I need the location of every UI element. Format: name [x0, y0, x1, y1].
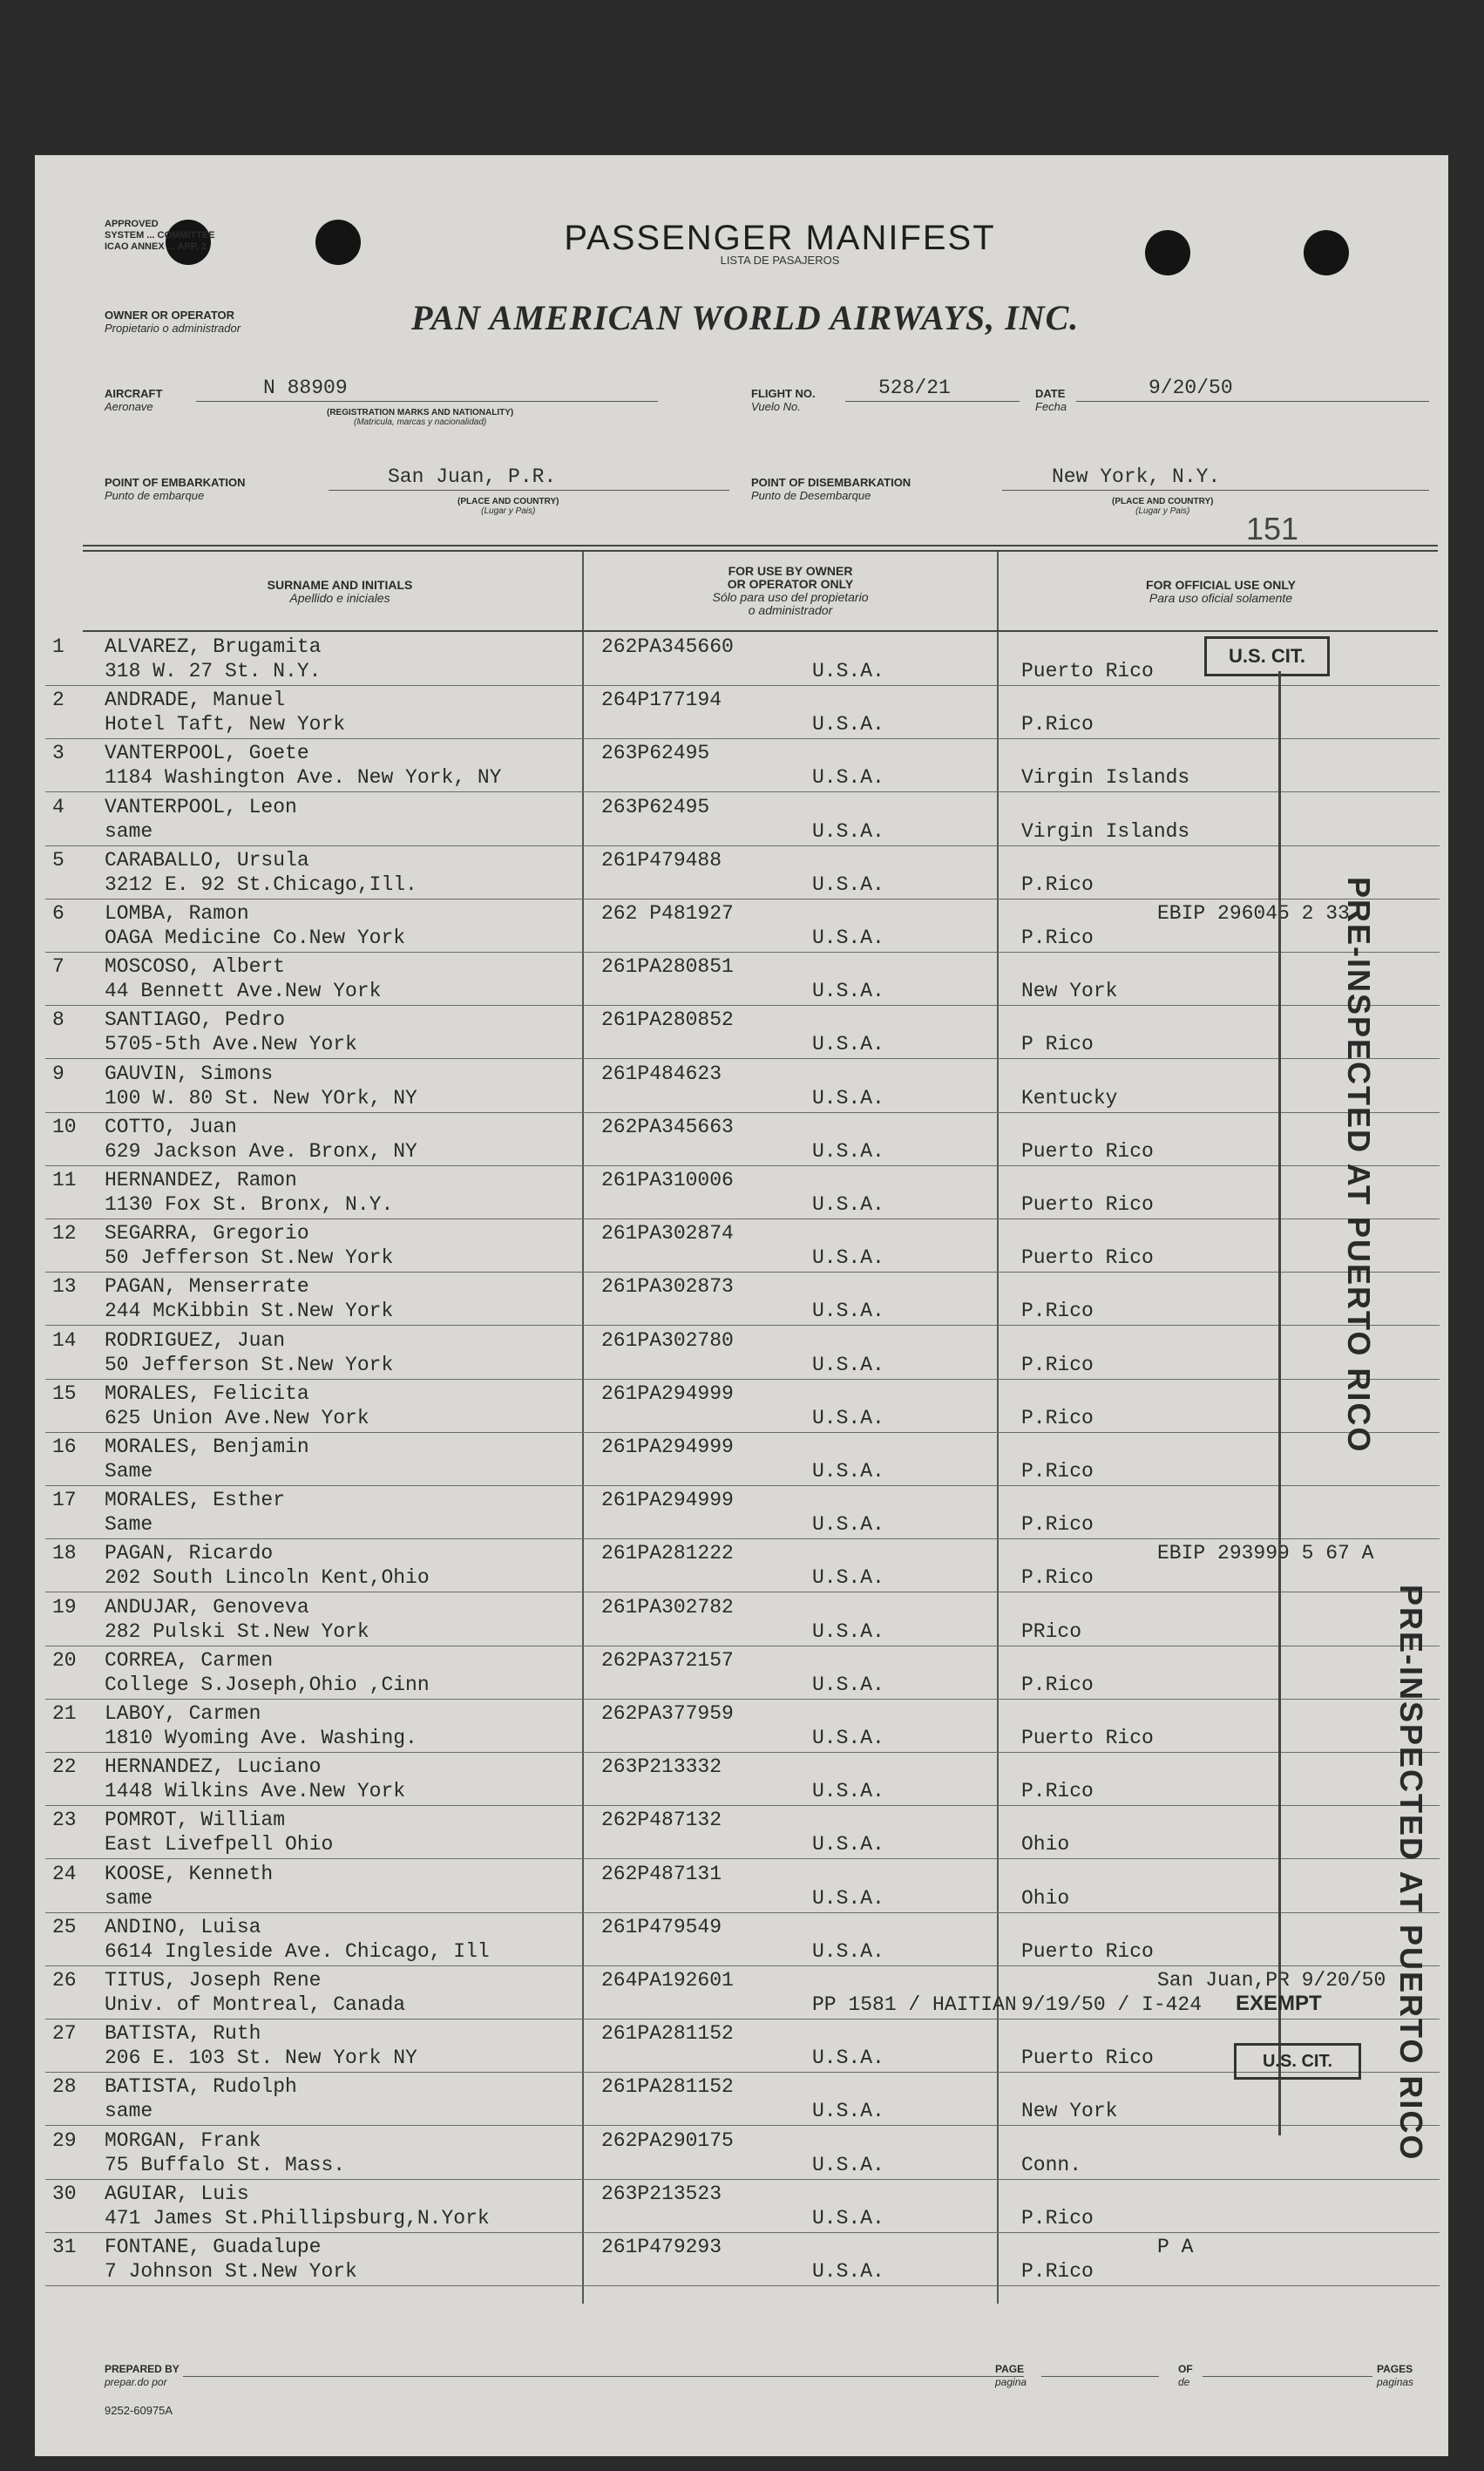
passenger-row [35, 1700, 1448, 1754]
passenger-number: 20 [52, 1648, 77, 1672]
passenger-nationality: U.S.A. [812, 2153, 884, 2176]
passenger-number: 27 [52, 2022, 77, 2046]
passenger-address: 6614 Ingleside Ave. Chicago, Ill [105, 1939, 490, 1963]
passenger-nationality: U.S.A. [812, 1353, 884, 1376]
passenger-origin: P.Rico [1021, 1513, 1094, 1537]
passenger-official-note: San Juan,PR 9/20/50 [1157, 1969, 1386, 1992]
disembarkation-value: New York, N.Y. [1052, 465, 1221, 488]
passenger-ticket: 262 P481927 [601, 902, 734, 925]
passenger-origin: Puerto Rico [1021, 1727, 1154, 1749]
passenger-row [35, 1380, 1448, 1434]
passenger-row [35, 1113, 1448, 1167]
passenger-number: 31 [52, 2236, 77, 2258]
page-label: PAGE pagina [995, 2363, 1027, 2388]
punch-hole-4 [1304, 230, 1349, 275]
passenger-official-note: P A [1157, 2236, 1194, 2258]
passenger-ticket: 261PA281152 [601, 2075, 734, 2099]
passenger-row [35, 1486, 1448, 1540]
table-top-rule [83, 545, 1438, 552]
date-value: 9/20/50 [1149, 377, 1233, 399]
passenger-nationality: U.S.A. [812, 1460, 884, 1483]
passenger-origin: P.Rico [1021, 713, 1094, 737]
passenger-number: 21 [52, 1702, 77, 1725]
us-cit-stamp: U.S. CIT. [1204, 636, 1330, 676]
passenger-nationality: U.S.A. [812, 2206, 884, 2230]
passenger-number: 16 [52, 1436, 77, 1458]
passenger-row [35, 686, 1448, 740]
passenger-row [35, 1006, 1448, 1060]
passenger-address: Hotel Taft, New York [105, 713, 346, 737]
passenger-name: VANTERPOOL, Leon [105, 795, 297, 818]
passenger-nationality: U.S.A. [812, 1833, 884, 1857]
disembarkation-place-note: (PLACE AND COUNTRY) (Lugar y Pais) [1112, 497, 1214, 516]
passenger-name: ANDINO, Luisa [105, 1915, 261, 1938]
passenger-name: SEGARRA, Gregorio [105, 1222, 309, 1246]
form-code: 9252-60975A [105, 2404, 173, 2417]
passenger-ticket: 262PA345663 [601, 1115, 734, 1138]
passenger-number: 30 [52, 2182, 77, 2205]
passenger-nationality: U.S.A. [812, 1780, 884, 1803]
passenger-number: 9 [52, 1062, 64, 1085]
passenger-nationality: PP 1581 / HAITIAN [812, 1993, 1017, 2016]
passenger-name: MORALES, Esther [105, 1489, 286, 1512]
passenger-ticket: 263P62495 [601, 795, 710, 818]
passenger-ticket: 261PA294999 [601, 1381, 734, 1405]
passenger-ticket: 261PA302782 [601, 1595, 734, 1619]
passenger-number: 3 [52, 742, 64, 765]
passenger-address: College S.Joseph,Ohio ,Cinn [105, 1673, 430, 1696]
exempt-stamp: EXEMPT [1236, 1992, 1322, 2015]
registration-note: (REGISTRATION MARKS AND NATIONALITY) (Matricula, marcas y nacionalidad) [327, 408, 514, 427]
passenger-nationality: U.S.A. [812, 1193, 884, 1216]
passenger-row [35, 1219, 1448, 1273]
passenger-ticket: 261PA294999 [601, 1436, 734, 1458]
passenger-name: CARABALLO, Ursula [105, 848, 309, 872]
passenger-row [35, 1860, 1448, 1914]
passenger-nationality: U.S.A. [812, 713, 884, 737]
passenger-name: HERNANDEZ, Luciano [105, 1755, 322, 1779]
passenger-nationality: U.S.A. [812, 980, 884, 1003]
manifest-page-number: 151 [1246, 511, 1299, 546]
disembarkation-label: POINT OF DISEMBARKATION Punto de Desembarque [751, 476, 911, 502]
embarkation-place-note: (PLACE AND COUNTRY) (Lugar y Pais) [457, 497, 559, 516]
passenger-ticket: 262P487132 [601, 1809, 722, 1832]
passenger-number: 13 [52, 1275, 77, 1299]
pre-inspected-stamp-2: PRE-INSPECTED AT PUERTO RICO [1393, 1585, 1429, 2162]
punch-hole-3 [1145, 230, 1190, 275]
passenger-number: 17 [52, 1489, 77, 1512]
passenger-address: same [105, 1886, 153, 1910]
passenger-number: 12 [52, 1222, 77, 1246]
passenger-address: 100 W. 80 St. New YOrk, NY [105, 1086, 417, 1110]
passenger-address: 75 Buffalo St. Mass. [105, 2153, 346, 2176]
passenger-address: 1448 Wilkins Ave.New York [105, 1780, 406, 1803]
passenger-address: Same [105, 1460, 153, 1483]
passenger-name: HERNANDEZ, Ramon [105, 1169, 297, 1191]
passenger-origin: P.Rico [1021, 1353, 1094, 1376]
us-cit-stamp-2: U.S. CIT. [1234, 2043, 1361, 2080]
passenger-ticket: 261P479549 [601, 1915, 722, 1938]
passenger-nationality: U.S.A. [812, 872, 884, 896]
passenger-row [35, 1646, 1448, 1701]
passenger-address: 1184 Washington Ave. New York, NY [105, 766, 502, 790]
passenger-name: SANTIAGO, Pedro [105, 1008, 286, 1032]
passenger-origin: PRico [1021, 1619, 1082, 1643]
passenger-number: 14 [52, 1328, 77, 1352]
passenger-number: 7 [52, 955, 64, 979]
passenger-origin: P.Rico [1021, 1566, 1094, 1590]
passenger-row [35, 1593, 1448, 1647]
manifest-sheet [35, 155, 1448, 2456]
passenger-row [35, 899, 1448, 954]
passenger-ticket: 261P484623 [601, 1062, 722, 1085]
passenger-number: 5 [52, 848, 64, 872]
passenger-row [35, 1166, 1448, 1220]
passenger-number: 24 [52, 1862, 77, 1885]
passenger-row [35, 1060, 1448, 1114]
date-label: DATE Fecha [1035, 387, 1067, 413]
passenger-row [35, 1327, 1448, 1381]
passenger-ticket: 261PA310006 [601, 1169, 734, 1191]
passenger-address: East Livefpell Ohio [105, 1833, 334, 1857]
aircraft-value: N 88909 [263, 377, 348, 399]
passenger-ticket: 263P213523 [601, 2182, 722, 2205]
embarkation-value: San Juan, P.R. [388, 465, 557, 488]
passenger-origin: Conn. [1021, 2153, 1082, 2176]
passenger-number: 11 [52, 1169, 77, 1191]
passenger-number: 18 [52, 1542, 77, 1565]
passenger-address: same [105, 2100, 153, 2123]
passenger-name: MOSCOSO, Albert [105, 955, 286, 979]
passenger-name: POMROT, William [105, 1809, 286, 1832]
owner-label: OWNER OR OPERATOR Propietario o administrador [105, 309, 241, 335]
passenger-address: OAGA Medicine Co.New York [105, 927, 406, 949]
passenger-number: 19 [52, 1595, 77, 1619]
passenger-origin: P.Rico [1021, 1460, 1094, 1483]
passenger-origin: P Rico [1021, 1033, 1094, 1056]
passenger-ticket: 263P213332 [601, 1755, 722, 1779]
passenger-official-note: EBIP 296045 2 33 [1157, 902, 1350, 925]
passenger-ticket: 261PA281152 [601, 2022, 734, 2046]
passenger-number: 4 [52, 795, 64, 818]
passenger-ticket: 262P487131 [601, 1862, 722, 1885]
passenger-name: ANDRADE, Manuel [105, 689, 286, 712]
flight-label: FLIGHT NO. Vuelo No. [751, 387, 816, 413]
passenger-origin: Puerto Rico [1021, 1939, 1154, 1963]
passenger-number: 8 [52, 1008, 64, 1032]
passenger-name: GAUVIN, Simons [105, 1062, 274, 1085]
passenger-origin: Puerto Rico [1021, 1246, 1154, 1270]
passenger-origin: Virgin Islands [1021, 766, 1190, 790]
passenger-nationality: U.S.A. [812, 660, 884, 682]
of-label: OF de [1178, 2363, 1193, 2388]
passenger-number: 22 [52, 1755, 77, 1779]
passenger-origin: P.Rico [1021, 1300, 1094, 1323]
passenger-origin: 9/19/50 / I-424 [1021, 1993, 1203, 2016]
passenger-origin: P.Rico [1021, 872, 1094, 896]
passenger-number: 2 [52, 689, 64, 712]
passenger-ticket: 261PA280852 [601, 1008, 734, 1032]
passenger-ticket: 262PA345660 [601, 635, 734, 658]
column-header-rule [83, 630, 1438, 632]
column-header-surname: SURNAME AND INITIALS Apellido e iniciales [267, 578, 413, 605]
passenger-nationality: U.S.A. [812, 1033, 884, 1056]
passenger-ticket: 264P177194 [601, 689, 722, 712]
passenger-nationality: U.S.A. [812, 2100, 884, 2123]
passenger-origin: P.Rico [1021, 1673, 1094, 1696]
passenger-address: Same [105, 1513, 153, 1537]
passenger-origin: Puerto Rico [1021, 2047, 1154, 2070]
passenger-name: LABOY, Carmen [105, 1702, 261, 1725]
passenger-origin: New York [1021, 980, 1118, 1003]
passenger-name: VANTERPOOL, Goete [105, 742, 309, 765]
column-header-owner-use: FOR USE BY OWNER OR OPERATOR ONLY Sólo para uso del propietario o administrador [712, 564, 869, 617]
passenger-ticket: 261PA280851 [601, 955, 734, 979]
passenger-name: MORGAN, Frank [105, 2128, 261, 2152]
passenger-origin: Virgin Islands [1021, 819, 1190, 843]
passenger-row [35, 739, 1448, 793]
passenger-origin: New York [1021, 2100, 1118, 2123]
passenger-address: 3212 E. 92 St.Chicago,Ill. [105, 872, 417, 896]
punch-hole-2 [315, 220, 361, 265]
passenger-name: RODRIGUEZ, Juan [105, 1328, 286, 1352]
passenger-origin: Ohio [1021, 1833, 1070, 1857]
passenger-nationality: U.S.A. [812, 1246, 884, 1270]
passenger-number: 29 [52, 2128, 77, 2152]
passenger-row [35, 1433, 1448, 1487]
passenger-name: KOOSE, Kenneth [105, 1862, 274, 1885]
passenger-nationality: U.S.A. [812, 766, 884, 790]
passenger-ticket: 261PA281222 [601, 1542, 734, 1565]
passenger-ticket: 261PA302874 [601, 1222, 734, 1246]
passenger-number: 6 [52, 902, 64, 925]
passenger-number: 15 [52, 1381, 77, 1405]
passenger-origin: P.Rico [1021, 2206, 1094, 2230]
passenger-origin: P.Rico [1021, 1406, 1094, 1429]
passenger-ticket: 262PA290175 [601, 2128, 734, 2152]
passenger-row [35, 793, 1448, 847]
passenger-address: 1130 Fox St. Bronx, N.Y. [105, 1193, 394, 1216]
passenger-row [35, 2233, 1448, 2287]
passenger-nationality: U.S.A. [812, 1406, 884, 1429]
passenger-address: 7 Johnson St.New York [105, 2260, 357, 2283]
passenger-ticket: 261PA302780 [601, 1328, 734, 1352]
passenger-number: 10 [52, 1115, 77, 1138]
passenger-address: same [105, 819, 153, 843]
passenger-row [35, 2180, 1448, 2234]
passenger-origin: Kentucky [1021, 1086, 1118, 1110]
passenger-origin: Ohio [1021, 1886, 1070, 1910]
aircraft-label: AIRCRAFT Aeronave [105, 387, 163, 413]
pre-inspected-stamp-1: PRE-INSPECTED AT PUERTO RICO [1341, 877, 1377, 1454]
passenger-origin: Puerto Rico [1021, 1139, 1154, 1163]
page-title: PASSENGER MANIFEST [564, 219, 996, 257]
passenger-nationality: U.S.A. [812, 1566, 884, 1590]
passenger-nationality: U.S.A. [812, 927, 884, 949]
passenger-nationality: U.S.A. [812, 1727, 884, 1749]
passenger-name: ANDUJAR, Genoveva [105, 1595, 309, 1619]
passenger-ticket: 261P479293 [601, 2236, 722, 2258]
flight-value: 528/21 [878, 377, 951, 399]
row-rule [45, 2285, 1440, 2286]
passenger-origin: P.Rico [1021, 1780, 1094, 1803]
passenger-number: 25 [52, 1915, 77, 1938]
passenger-row [35, 846, 1448, 900]
passenger-origin: Puerto Rico [1021, 660, 1154, 682]
passenger-address: 471 James St.Phillipsburg,N.York [105, 2206, 490, 2230]
passenger-nationality: U.S.A. [812, 2047, 884, 2070]
passenger-ticket: 264PA192601 [601, 1969, 734, 1992]
passenger-nationality: U.S.A. [812, 1513, 884, 1537]
passenger-name: ALVAREZ, Brugamita [105, 635, 322, 658]
passenger-row [35, 1753, 1448, 1807]
passenger-address: Univ. of Montreal, Canada [105, 1993, 406, 2016]
passenger-row [35, 1273, 1448, 1327]
passenger-ticket: 261P479488 [601, 848, 722, 872]
passenger-origin: P.Rico [1021, 927, 1094, 949]
passenger-nationality: U.S.A. [812, 1886, 884, 1910]
embarkation-label: POINT OF EMBARKATION Punto de embarque [105, 476, 246, 502]
passenger-nationality: U.S.A. [812, 1139, 884, 1163]
passenger-row [35, 2073, 1448, 2127]
page-subtitle: LISTA DE PASAJEROS [720, 254, 840, 267]
passenger-nationality: U.S.A. [812, 1939, 884, 1963]
passenger-address: 50 Jefferson St.New York [105, 1246, 394, 1270]
passenger-address: 629 Jackson Ave. Bronx, NY [105, 1139, 417, 1163]
passenger-address: 50 Jefferson St.New York [105, 1353, 394, 1376]
passenger-nationality: U.S.A. [812, 2260, 884, 2283]
passenger-origin: Puerto Rico [1021, 1193, 1154, 1216]
passenger-number: 26 [52, 1969, 77, 1992]
passenger-ticket: 263P62495 [601, 742, 710, 765]
passenger-address: 5705-5th Ave.New York [105, 1033, 357, 1056]
stamp-bracket-line [1278, 671, 1281, 2135]
passenger-name: LOMBA, Ramon [105, 902, 249, 925]
passenger-ticket: 262PA372157 [601, 1648, 734, 1672]
prepared-by-label: PREPARED BY prepar.do por [105, 2363, 180, 2388]
pages-label: PAGES paginas [1377, 2363, 1414, 2388]
passenger-ticket: 261PA294999 [601, 1489, 734, 1512]
passenger-address: 1810 Wyoming Ave. Washing. [105, 1727, 417, 1749]
passenger-name: CORREA, Carmen [105, 1648, 274, 1672]
passenger-address: 625 Union Ave.New York [105, 1406, 369, 1429]
passenger-address: 206 E. 103 St. New York NY [105, 2047, 417, 2070]
passenger-row [35, 953, 1448, 1007]
passenger-number: 1 [52, 635, 64, 658]
passenger-number: 28 [52, 2075, 77, 2099]
passenger-ticket: 262PA377959 [601, 1702, 734, 1725]
passenger-name: MORALES, Benjamin [105, 1436, 309, 1458]
passenger-name: BATISTA, Ruth [105, 2022, 261, 2046]
passenger-name: PAGAN, Ricardo [105, 1542, 274, 1565]
passenger-row [35, 1913, 1448, 1967]
passenger-name: BATISTA, Rudolph [105, 2075, 297, 2099]
column-header-official-use: FOR OFFICIAL USE ONLY Para uso oficial solamente [1146, 578, 1296, 605]
passenger-name: MORALES, Felicita [105, 1381, 309, 1405]
passenger-name: PAGAN, Menserrate [105, 1275, 309, 1299]
passenger-nationality: U.S.A. [812, 1619, 884, 1643]
passenger-address: 244 McKibbin St.New York [105, 1300, 394, 1323]
passenger-nationality: U.S.A. [812, 1673, 884, 1696]
passenger-nationality: U.S.A. [812, 1300, 884, 1323]
passenger-address: 282 Pulski St.New York [105, 1619, 369, 1643]
passenger-address: 202 South Lincoln Kent,Ohio [105, 1566, 430, 1590]
passenger-name: COTTO, Juan [105, 1115, 237, 1138]
passenger-name: FONTANE, Guadalupe [105, 2236, 322, 2258]
passenger-ticket: 261PA302873 [601, 1275, 734, 1299]
company-name: PAN AMERICAN WORLD AIRWAYS, INC. [411, 298, 1080, 337]
passenger-row [35, 1539, 1448, 1593]
passenger-nationality: U.S.A. [812, 819, 884, 843]
passenger-row [35, 2127, 1448, 2181]
passenger-name: AGUIAR, Luis [105, 2182, 249, 2205]
passenger-origin: P.Rico [1021, 2260, 1094, 2283]
passenger-name: TITUS, Joseph Rene [105, 1969, 322, 1992]
passenger-nationality: U.S.A. [812, 1086, 884, 1110]
passenger-row [35, 1806, 1448, 1860]
passenger-official-note: EBIP 293999 5 67 A [1157, 1542, 1374, 1565]
passenger-address: 318 W. 27 St. N.Y. [105, 660, 322, 682]
passenger-address: 44 Bennett Ave.New York [105, 980, 382, 1003]
approval-block: APPROVED SYSTEM ... COMMITTEE ICAO ANNEX ... APP. 2 [105, 219, 215, 252]
passenger-number: 23 [52, 1809, 77, 1832]
